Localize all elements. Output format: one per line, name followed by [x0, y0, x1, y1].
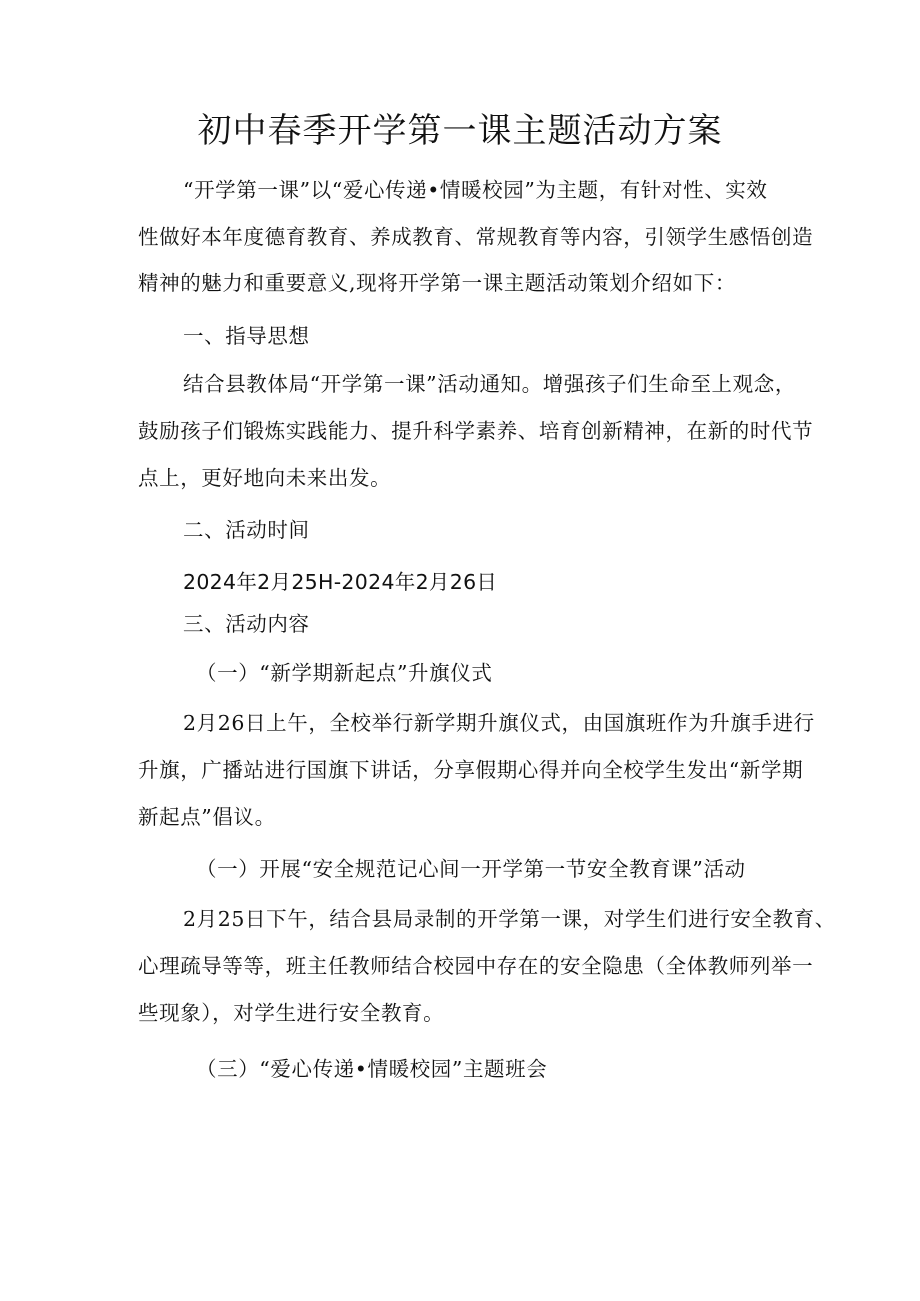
sub-heading-safety-class: （一）开展“安全规范记心间一开学第一节安全教育课”活动 [196, 857, 746, 881]
intro-line-3: 精神的魅力和重要意义,现将开学第一课主题活动策划介绍如下： [138, 271, 736, 295]
sub1-line-2: 升旗，广播站进行国旗下讲话，分享假期心得并向全校学生发出“新学期 [138, 758, 804, 782]
sub2-line-3: 些现象），对学生进行安全教育。 [138, 1001, 445, 1025]
section-heading-guiding-thought: 一、指导思想 [183, 324, 310, 348]
sub2-line-1: 2月25日下午，结合县局录制的开学第一课，对学生们进行安全教育、 [183, 907, 836, 931]
section1-line-3: 点上，更好地向未来出发。 [138, 466, 392, 490]
intro-line-2: 性做好本年度德育教育、养成教育、常规教育等内容，引领学生感悟创造 [138, 225, 814, 249]
section-heading-activity-content: 三、活动内容 [183, 612, 310, 636]
activity-date-range: 2024年2月25H-2024年2月26日 [183, 570, 498, 594]
intro-line-1: “开学第一课”以“爱心传递•情暖校园”为主题，有针对性、实效 [183, 178, 768, 202]
sub1-line-1: 2月26日上午，全校举行新学期升旗仪式，由国旗班作为升旗手进行 [183, 711, 815, 735]
sub-heading-flag-ceremony: （一）“新学期新起点”升旗仪式 [196, 661, 493, 685]
document-title: 初中春季开学第一课主题活动方案 [197, 111, 723, 151]
sub1-line-3: 新起点”倡议。 [138, 805, 276, 829]
section1-line-1: 结合县教体局“开学第一课”活动通知。增强孩子们生命至上观念， [183, 372, 796, 396]
sub-heading-class-meeting: （三）“爱心传递•情暖校园”主题班会 [196, 1057, 548, 1081]
sub2-line-2: 心理疏导等等，班主任教师结合校园中存在的安全隐患（全体教师列举一 [138, 954, 814, 978]
section1-line-2: 鼓励孩子们锻炼实践能力、提升科学素养、培育创新精神，在新的时代节 [138, 419, 814, 443]
section-heading-activity-time: 二、活动时间 [183, 518, 310, 542]
